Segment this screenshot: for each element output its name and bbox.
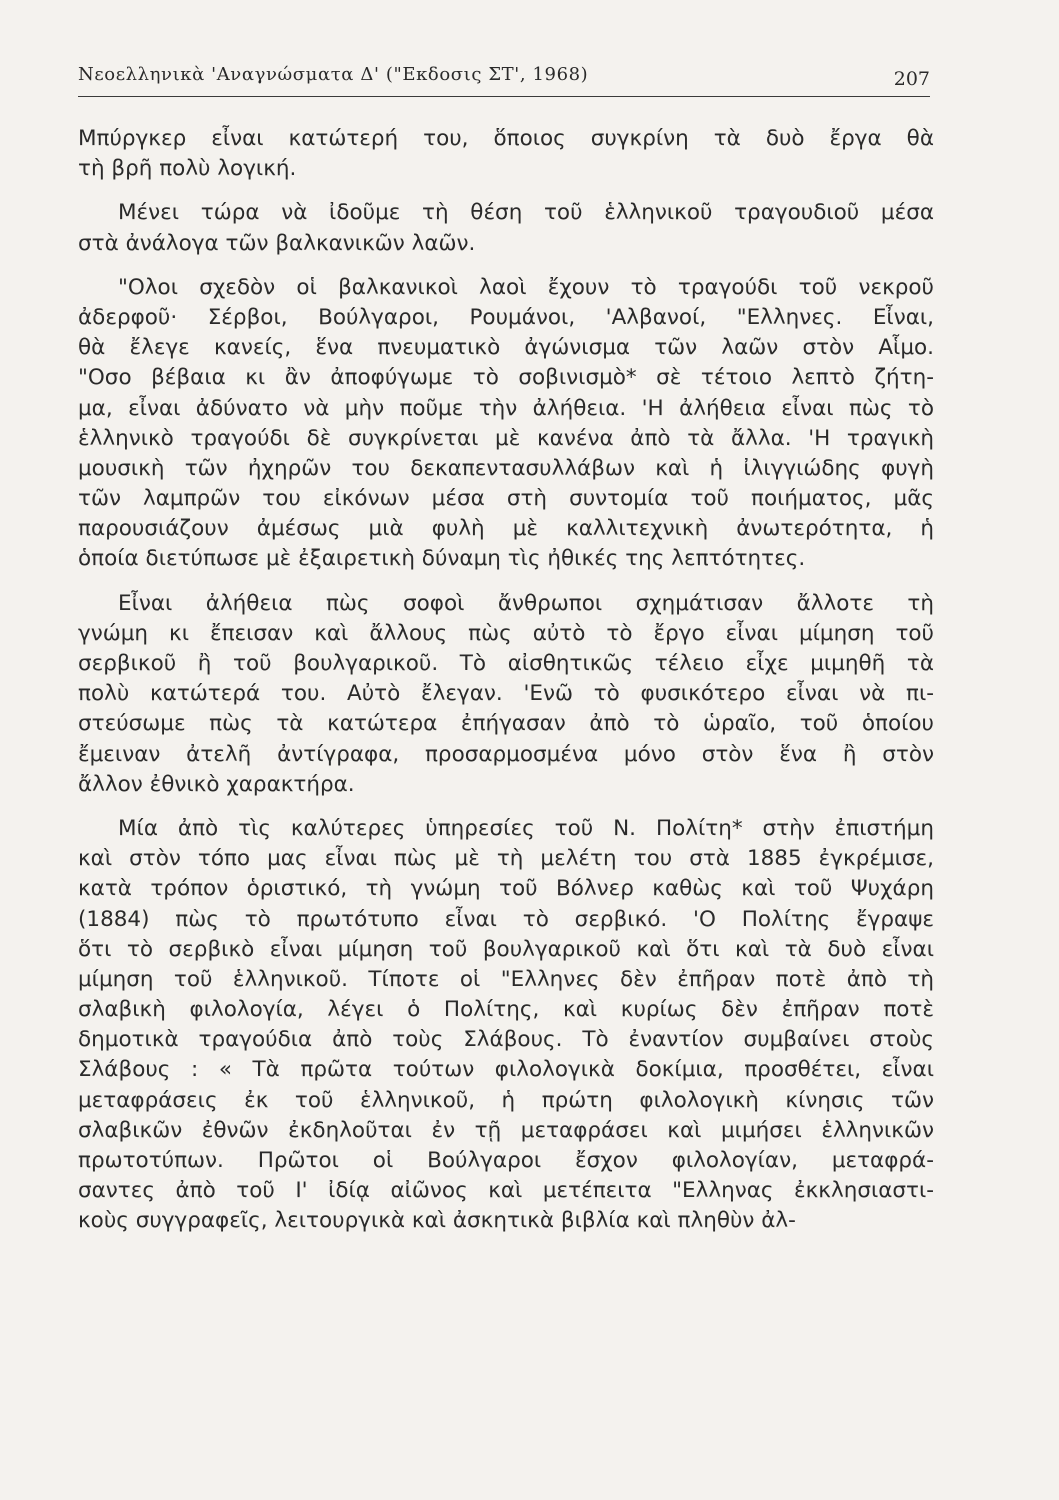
paragraph-gap <box>78 184 934 198</box>
paragraph <box>78 198 934 258</box>
text-line: ἀδερφοῦ· Σέρβοι, Βούλγαροι, Ρουμάνοι, 'Αλβανοί, "Ελληνες. Εἶναι, <box>78 304 934 330</box>
text-line: κατὰ τρόπον ὁριστικό, τὴ γνώμη τοῦ Βόλνερ καθὼς καὶ τοῦ Ψυχάρη <box>78 876 934 902</box>
body-text <box>78 124 934 1237</box>
text-line: ὅτι τὸ σερβικὸ εἶναι μίμηση τοῦ βουλγαρικοῦ καὶ ὅτι καὶ τὰ δυὸ εἶναι <box>78 936 934 962</box>
text-line: Μία ἀπὸ τὶς καλύτερες ὑπηρεσίες τοῦ Ν. Πολίτη* στὴν ἐπιστήμη <box>118 815 934 841</box>
text-line: πολὺ κατώτερά του. Αὐτὸ ἔλεγαν. 'Ενῶ τὸ φυσικότερο εἶναι νὰ πι- <box>78 681 934 707</box>
text-line: Μπύργκερ εἶναι κατώτερή του, ὅποιος συγκρίνη τὰ δυὸ ἔργα θὰ <box>78 126 934 151</box>
text-line: στὰ ἀνάλογα τῶν βαλκανικῶν λαῶν. <box>78 230 476 256</box>
text-line: "Ολοι σχεδὸν οἱ βαλκανικοὶ λαοὶ ἔχουν τὸ τραγούδι τοῦ νεκροῦ <box>118 274 934 300</box>
text-line: παρουσιάζουν ἀμέσως μιὰ φυλὴ μὲ καλλιτεχνικὴ ἀνωτερότητα, ἡ <box>78 516 934 542</box>
paragraph <box>78 273 934 575</box>
paragraph-gap <box>78 259 934 273</box>
text-line: (1884) πὼς τὸ πρωτότυπο εἶναι τὸ σερβικό. 'Ο Πολίτης ἔγραψε <box>78 906 934 932</box>
paragraph-gap <box>78 800 934 814</box>
paragraph <box>78 124 934 184</box>
text-line: Εἶναι ἀλήθεια πὼς σοφοὶ ἄνθρωποι σχημάτισαν ἄλλοτε τὴ <box>118 590 934 616</box>
text-line: ἔμειναν ἀτελῆ ἀντίγραφα, προσαρμοσμένα μόνο στὸν ἕνα ἢ στὸν <box>78 741 934 767</box>
text-line: σλαβικῶν ἐθνῶν ἐκδηλοῦται ἐν τῇ μεταφράσει καὶ μιμήσει ἑλληνικῶν <box>78 1117 934 1143</box>
text-line: κοὺς συγγραφεῖς, λειτουργικὰ καὶ ἀσκητικὰ βιβλία καὶ πληθὺν ἀλ- <box>78 1208 796 1234</box>
text-line: μουσικὴ τῶν ἠχηρῶν του δεκαπεντασυλλάβων καὶ ἡ ἰλιγγιώδης φυγὴ <box>78 455 934 481</box>
paragraph <box>78 814 934 1237</box>
text-line: ἑλληνικὸ τραγούδι δὲ συγκρίνεται μὲ κανένα ἀπὸ τὰ ἄλλα. 'Η τραγικὴ <box>78 425 934 451</box>
page-number: 207 <box>893 68 930 90</box>
text-line: μίμηση τοῦ ἑλληνικοῦ. Τίποτε οἱ "Ελληνες δὲν ἐπῆραν ποτὲ ἀπὸ τὴ <box>78 966 934 992</box>
header-title: Νεοελληνικὰ 'Αναγνώσματα Δ' ("Εκδοσις ΣΤ', 1968) <box>78 64 589 85</box>
text-line: ὁποία διετύπωσε μὲ ἐξαιρετικὴ δύναμη τὶς ἠθικές της λεπτότητες. <box>78 546 806 572</box>
text-line: "Οσο βέβαια κι ἂν ἀποφύγωμε τὸ σοβινισμὸ* σὲ τέτοιο λεπτὸ ζήτη- <box>78 365 934 391</box>
text-line: σαντες ἀπὸ τοῦ Ι' ἰδίᾳ αἰῶνος καὶ μετέπειτα "Ελληνας ἐκκλησιαστι- <box>78 1178 934 1204</box>
running-header <box>78 62 930 97</box>
text-line: Μένει τώρα νὰ ἰδοῦμε τὴ θέση τοῦ ἑλληνικοῦ τραγουδιοῦ μέσα <box>118 200 934 226</box>
text-line: στεύσωμε πὼς τὰ κατώτερα ἐπήγασαν ἀπὸ τὸ ὡραῖο, τοῦ ὁποίου <box>78 711 934 737</box>
text-line: Σλάβους : « Τὰ πρῶτα τούτων φιλολογικὰ δοκίμια, προσθέτει, εἶναι <box>78 1057 934 1083</box>
text-line: μεταφράσεις ἐκ τοῦ ἑλληνικοῦ, ἡ πρώτη φιλολογικὴ κίνησις τῶν <box>78 1087 934 1113</box>
text-line: δημοτικὰ τραγούδια ἀπὸ τοὺς Σλάβους. Τὸ ἐναντίον συμβαίνει στοὺς <box>78 1027 934 1053</box>
text-line: γνώμη κι ἔπεισαν καὶ ἄλλους πὼς αὐτὸ τὸ ἔργο εἶναι μίμηση τοῦ <box>78 620 934 646</box>
text-line: τῶν λαμπρῶν του εἰκόνων μέσα στὴ συντομία τοῦ ποιήματος, μᾶς <box>78 486 934 512</box>
paragraph-gap <box>78 575 934 589</box>
text-line: σερβικοῦ ἢ τοῦ βουλγαρικοῦ. Τὸ αἰσθητικῶς τέλειο εἶχε μιμηθῆ τὰ <box>78 651 934 676</box>
text-line: μα, εἶναι ἀδύνατο νὰ μὴν ποῦμε τὴν ἀλήθεια. 'Η ἀλήθεια εἶναι πὼς τὸ <box>78 395 934 421</box>
paragraph <box>78 589 934 800</box>
text-line: τὴ βρῆ πολὺ λογική. <box>78 156 297 182</box>
text-line: σλαβικὴ φιλολογία, λέγει ὁ Πολίτης, καὶ κυρίως δὲν ἐπῆραν ποτὲ <box>78 997 934 1023</box>
text-line: ἄλλον ἐθνικὸ χαρακτήρα. <box>78 771 355 797</box>
text-line: καὶ στὸν τόπο μας εἶναι πὼς μὲ τὴ μελέτη του στὰ 1885 ἐγκρέμισε, <box>78 846 934 872</box>
text-line: θὰ ἔλεγε κανείς, ἕνα πνευματικὸ ἀγώνισμα τῶν λαῶν στὸν Αἷμο. <box>78 335 934 361</box>
text-line: πρωτοτύπων. Πρῶτοι οἱ Βούλγαροι ἔσχον φιλολογίαν, μεταφρά- <box>78 1148 934 1173</box>
